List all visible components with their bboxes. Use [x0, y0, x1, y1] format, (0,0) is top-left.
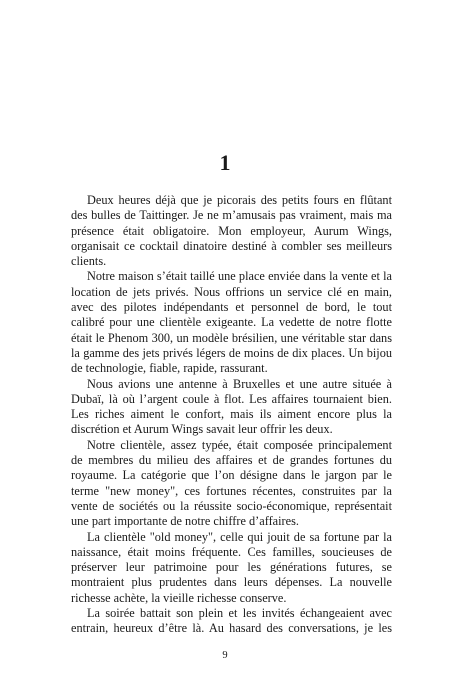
paragraph: Notre clientèle, assez typée, était composée principalement de membres du milieu des affaires et de grandes fortunes du royaume. La catégorie que l’on désigne dans le jargon par le terme "new money", ces fortunes récentes, construites par la vente de sociétés ou la réussite socio-économique, représentait une part importante de notre chiffre d’affaires.: [71, 437, 392, 529]
paragraph: Nous avions une antenne à Bruxelles et une autre située à Dubaï, là où l’argent coule à flot. Les affaires tournaient bien. Les riches aiment le confort, mais ils aiment encore plus la discrétion et Aurum Wings savait leur offrir les deux.: [71, 376, 392, 437]
paragraph: Notre maison s’était taillé une place enviée dans la vente et la location de jets privés. Nous offrions un service clé en main, avec des pilotes indépendants et personnel de bord, le tout calibré pour une clientèle exigeante. La vedette de notre flotte était le Phenom 300, un modèle brésilien, une véritable star dans la gamme des jets privés légers de moins de dix places. Un bijou de technologie, fiable, rapide, rassurant.: [71, 269, 392, 376]
paragraph: Deux heures déjà que je picorais des petits fours en flûtant des bulles de Taittinger. Je ne m’amusais pas vraiment, mais ma présence était obligatoire. Mon employeur, Aurum Wings, organisait ce cocktail dinatoire destiné à combler ses meilleurs clients.: [71, 193, 392, 269]
page-number: 9: [222, 650, 228, 661]
chapter-body-text: [71, 193, 392, 637]
paragraph: La soirée battait son plein et les invités échangeaient avec entrain, heureux d’être là. Au hasard des conversations, je les: [71, 606, 392, 636]
paragraph: La clientèle "old money", celle qui jouit de sa fortune par la naissance, était moins fréquente. Ces familles, soucieuses de préserver leur patrimoine pour les générations futures, se montraient plus prudentes dans leurs dépenses. La nouvelle richesse achète, la vieille richesse conserve.: [71, 529, 392, 605]
chapter-number: 1: [219, 150, 231, 175]
